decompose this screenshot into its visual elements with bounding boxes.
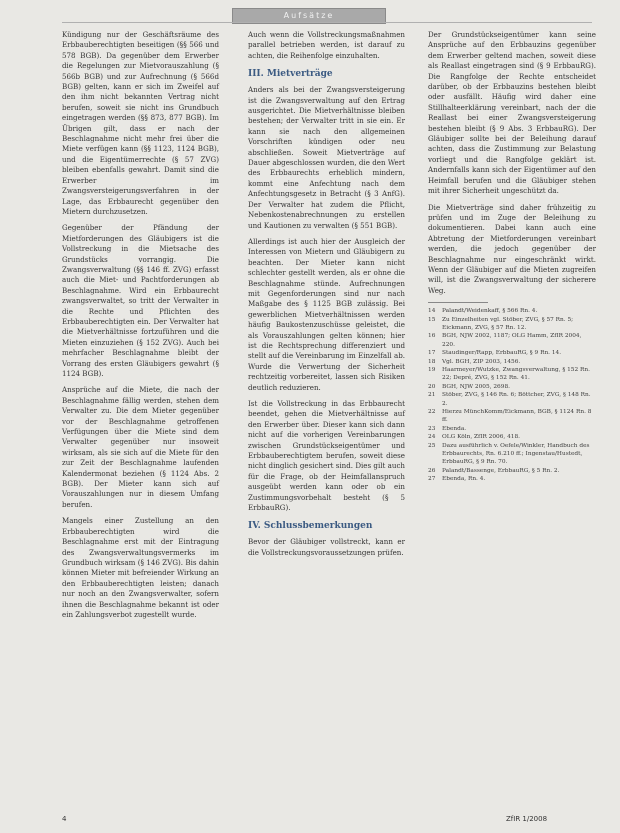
footnote — [428, 332, 596, 349]
section-heading: IV. Schlussbemerkungen — [248, 521, 373, 532]
footnote-number: 23 — [428, 425, 436, 432]
footnote-number: 18 — [428, 358, 436, 365]
footnote — [428, 442, 596, 467]
footnote-text: Staudinger/Rapp, ErbbauRG, § 9 Rn. 14. — [442, 350, 562, 357]
paragraph: Ansprüche auf die Miete, die nach der Beschlagnahme fällig werden, stehen dem Verwalter zu. Die dem Mieter gegenüber vor der Beschlagnahme getroffenen Verfügungen über die Miete sind dem Verwalter gegenüber nur insoweit wirksam, als sie sich auf die Miete für den zur Zeit der Beschlagnahme laufenden Kalendermonat beziehen (§ 1124 Abs. 2 BGB). Der Mieter kann sich auf Vorauszahlungen nur in diesem Umfang berufen. — [62, 385, 219, 509]
footnote-number: 17 — [428, 350, 436, 357]
footnote — [428, 307, 596, 315]
header-rule — [62, 22, 592, 23]
footnote — [428, 475, 596, 483]
footnote — [428, 366, 596, 383]
footnote-text: OLG Köln, ZfIR 2006, 418. — [442, 434, 521, 441]
footnote-text: Haarmeyer/Wutzke, Zwangsverwaltung, § 152 Rn. 22; Depré, ZVG, § 152 Rn. 41. — [442, 367, 590, 382]
footnote-divider — [428, 302, 488, 303]
footnote-text: BGH, NJW 2005, 2698. — [442, 383, 510, 390]
footnote — [428, 358, 596, 366]
page-number: 4 — [62, 815, 67, 823]
footnote — [428, 467, 596, 475]
footnote — [428, 391, 596, 408]
paragraph: Der Grundstückseigentümer kann seine Ansprüche auf den Erbbauzins gegenüber dem Erwerber geltend machen, soweit diese als Reallast eingetragen sind (§ 9 ErbbauRG). Die Rangfolge der Rechte entscheidet darüber, ob der Erbbauzins bestehen bleibt oder ausfällt. Häufig wird daher eine Stillhalteerklärung vereinbart, nach der die Reallast bei einer Zwangsversteigerung bestehen bleibt (§ 9 Abs. 3 ErbbauRG). Der Gläubiger sollte bei der Beleihung darauf achten, dass die Zustimmung zur Belastung vorliegt und die Rangfolge geklärt ist. Andernfalls kann sich der Eigentümer auf den Heimfall berufen und die Gläubiger stehen mit ihrer Sicherheit ungeschützt da. — [428, 30, 596, 196]
footnote — [428, 383, 596, 391]
paragraph: Auch wenn die Vollstreckungsmaßnahmen parallel betrieben werden, ist darauf zu achten, die Reihenfolge einzuhalten. — [248, 30, 405, 60]
footnote-text: BGH, NJW 2002, 1187; OLG Hamm, ZfIR 2004, 220. — [442, 333, 582, 348]
paragraph: Kündigung nur der Geschäftsräume des Erbbauberechtigten beseitigen (§§ 566 und 578 BGB). Da gegenüber dem Erwerber die Regelungen zur Mietvorauszahlung (§ 566b BGB) und zur Aufrechnung (§ 566d BGB) gelten, kann er sich im Zweifel auf den ihm nicht bekannten Vertrag nicht berufen, soweit sie nicht ins Grundbuch eingetragen werden (§§ 873, 877 BGB). Im Übrigen gilt, dass er nach der Beschlagnahme nicht mehr frei über die Miete verfügen kann (§§ 1123, 1124 BGB), und die Eigentümerrechte (§ 57 ZVG) bleiben ebenfalls gewahrt. Damit sind die Erwerber im Zwangsversteigerungsverfahren in der Lage, das Erbbaurecht gegenüber den Mietern durchzusetzen. — [62, 30, 219, 216]
footnote — [428, 349, 596, 357]
footnote-number: 26 — [428, 467, 436, 474]
footnote — [428, 316, 596, 333]
footnote-text: Dazu ausführlich v. Oefele/Winkler, Handbuch des Erbbaurechts, Rn. 6.210 ff.; Ingenstau/Hustedt, ErbbauRG, § 9 Rn. 70. — [442, 442, 590, 466]
footnote-number: 24 — [428, 434, 436, 441]
footnote-text: Vgl. BGH, ZIP 2003, 1456. — [442, 358, 521, 365]
footnote-number: 21 — [428, 392, 436, 399]
paragraph: Bevor der Gläubiger vollstreckt, kann er die Vollstreckungsvoraussetzungen prüfen. — [248, 537, 405, 557]
footnote — [428, 433, 596, 441]
column-1 — [62, 30, 219, 626]
footnote — [428, 425, 596, 433]
footnote-list — [428, 307, 596, 484]
footnote-number: 14 — [428, 308, 436, 315]
footnote-text: Stöber, ZVG, § 146 Rn. 6; Böttcher, ZVG, § 148 Rn. 2. — [442, 392, 591, 407]
column-2 — [248, 30, 405, 564]
footnote-text: Ebenda. — [442, 425, 467, 432]
paragraph: Die Mietverträge sind daher frühzeitig zu prüfen und im Zuge der Beleihung zu dokumentieren. Dabei kann auch eine Abtretung der Mietforderungen vereinbart werden, die jedoch gegenüber der Beschlagnahme nur eingeschränkt wirkt. Wenn der Gläubiger auf die Mieten zugreifen will, ist die Zwangsverwaltung der sicherere Weg. — [428, 202, 596, 295]
footnote-number: 15 — [428, 316, 436, 323]
footnote-text: Palandt/Weidenkaff, § 566 Rn. 4. — [442, 308, 538, 315]
section-heading: III. Mietverträge — [248, 69, 333, 80]
footnote-number: 22 — [428, 409, 436, 416]
paragraph: Anders als bei der Zwangsversteigerung ist die Zwangsverwaltung auf den Ertrag ausgerichtet. Die Mietverhältnisse bleiben bestehen; der Verwalter tritt in sie ein. Er kann sie nach den allgemeinen Vorschriften kündigen oder neu abschließen. Soweit Mietverträge auf Dauer abgeschlossen wurden, die den Wert des Erbbaurechts erheblich mindern, kommt eine Anfechtung nach dem Anfechtungsgesetz in Betracht (§ 3 AnfG). Der Verwalter hat zudem die Pflicht, Nebenkostenabrechnungen zu erstellen und Kautionen zu verwalten (§ 551 BGB). — [248, 85, 405, 230]
footnote — [428, 408, 596, 425]
footnote-text: Zu Einzelheiten vgl. Stöber, ZVG, § 57 Rn. 5; Eickmann, ZVG, § 57 Rn. 12. — [442, 316, 574, 331]
journal-reference: ZfIR 1/2008 — [506, 815, 548, 823]
footnote-text: Hierzu MünchKomm/Eickmann, BGB, § 1124 Rn. 8 ff. — [442, 409, 592, 424]
footnote-number: 25 — [428, 442, 436, 449]
footnote-text: Ebenda, Rn. 4. — [442, 476, 486, 483]
column-3 — [428, 30, 596, 484]
footnote-number: 19 — [428, 367, 436, 373]
paragraph: Allerdings ist auch hier der Ausgleich der Interessen von Mietern und Gläubigern zu beachten. Der Mieter kann nicht schlechter gestellt werden, als er ohne die Beschlagnahme stünde. Aufrechnungen mit Gegenforderungen sind nur nach Maßgabe des § 1125 BGB zulässig. Bei gewerblichen Mietverhältnissen werden häufig Baukostenzuschüsse geleistet, die als Vorauszahlungen gelten können; hier ist die Rechtsprechung differenziert und stellt auf die Vereinbarung im Einzelfall ab. Wurde die Verwertung der Sicherheit rechtzeitig vorbereitet, lassen sich Risiken deutlich reduzieren. — [248, 236, 405, 392]
section-header: Aufsätze — [232, 8, 386, 24]
paragraph: Mangels einer Zustellung an den Erbbauberechtigten wird die Beschlagnahme erst mit der Eintragung des Zwangsverwaltungsvermerks im Grundbuch wirksam (§ 146 ZVG). Bis dahin können Mieter mit befreiender Wirkung an den Erbbauberechtigten leisten; danach nur noch an den Zwangsverwalter, sofern ihnen die Beschlagnahme bekannt ist oder ein Zahlungsverbot zugestellt wurde. — [62, 516, 219, 619]
paragraph: Gegenüber der Pfändung der Mietforderungen des Gläubigers ist die Vollstreckung in die Mietsache des Grundstücks vorrangig. Die Zwangsverwaltung (§§ 146 ff. ZVG) erfasst auch die Miet- und Pachtforderungen ab Beschlagnahme. Wird ein Erbbaurecht zwangsverwaltet, so tritt der Verwalter in die Rechte und Pflichten des Erbbauberechtigten ein. Der Verwalter hat die Mietverhältnisse fortzuführen und die Mieten einzuziehen (§ 152 ZVG). Auch bei mehrfacher Beschlagnahme bleibt der Vorrang des ersten Gläubigers gewahrt (§ 1124 BGB). — [62, 223, 219, 378]
paragraph: Ist die Vollstreckung in das Erbbaurecht beendet, gehen die Mietverhältnisse auf den Erwerber über. Dieser kann sich dann nicht auf die vorherigen Vereinbarungen zwischen Grundstückseigentümer und Erbbauberechtigtem berufen, soweit diese nicht dinglich gesichert sind. Dies gilt auch für die Frage, ob der Heimfallanspruch ausgeübt werden kann oder ob ein Zustimmungsvorbehalt besteht (§ 5 ErbbauRG). — [248, 399, 405, 513]
footnote-number: 16 — [428, 333, 436, 340]
footnote-number: 27 — [428, 476, 436, 483]
footnote-text: Palandt/Bassenge, ErbbauRG, § 5 Rn. 2. — [442, 467, 560, 474]
footnote-number: 20 — [428, 383, 436, 390]
